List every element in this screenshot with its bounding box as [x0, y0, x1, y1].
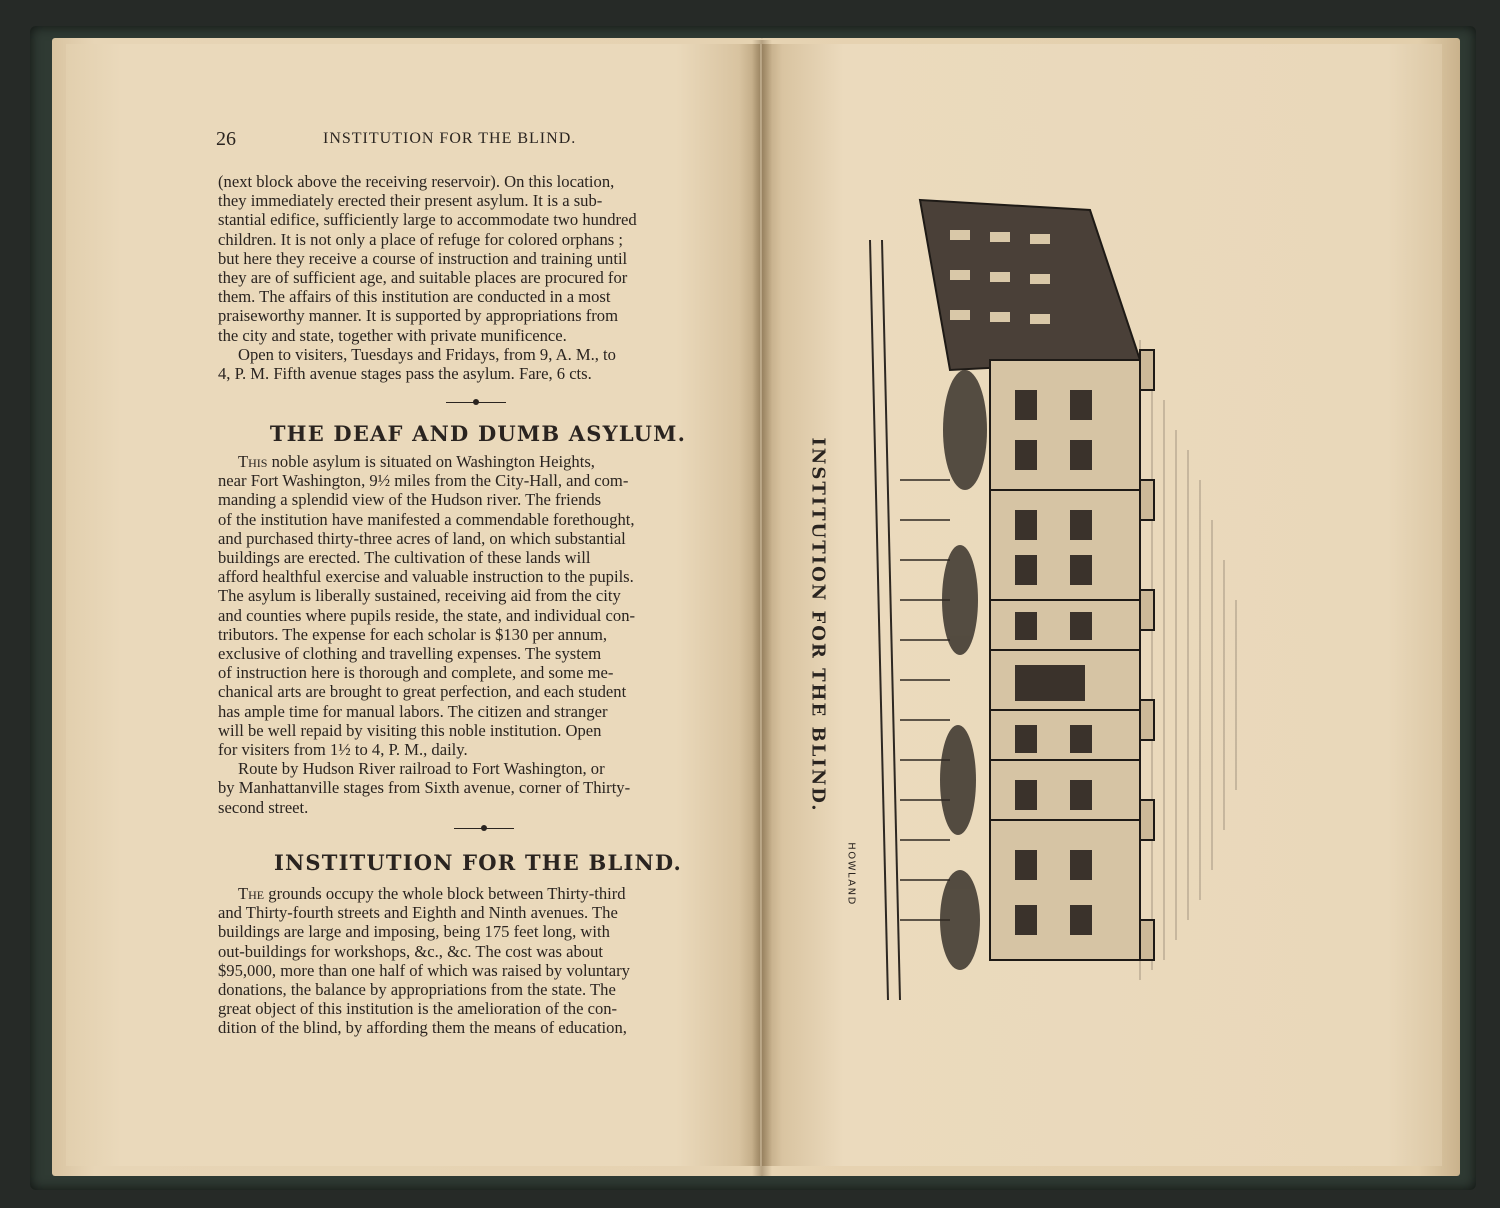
text-line: near Fort Washington, 9½ miles from the City-Hall, and com-: [218, 471, 629, 491]
text-line: buildings are large and imposing, being 175 feet long, with: [218, 922, 610, 942]
text-line: they are of sufficient age, and suitable places are procured for: [218, 268, 628, 288]
text-line: exclusive of clothing and travelling expenses. The system: [218, 644, 602, 664]
section-title-blind: INSTITUTION FOR THE BLIND.: [273, 850, 683, 875]
text-line: great object of this institution is the amelioration of the con-: [218, 999, 618, 1019]
text-line: praiseworthy manner. It is supported by appropriations from: [218, 306, 619, 326]
section-title-deaf-dumb: THE DEAF AND DUMB ASYLUM.: [269, 421, 687, 446]
text-line: tributors. The expense for each scholar is $130 per annum,: [218, 624, 608, 644]
main-facade: [990, 360, 1140, 960]
text-line: buildings are erected. The cultivation of these lands will: [218, 548, 591, 568]
engraver-signature-text: HOWLAND: [845, 842, 857, 906]
text-line: dition of the blind, by affording them the means of education,: [218, 1018, 627, 1038]
text-line: has ample time for manual labors. The citizen and stranger: [218, 701, 608, 721]
building-engraving: [840, 180, 1260, 1010]
text-line: 4, P. M. Fifth avenue stages pass the asylum. Fare, 6 cts.: [218, 364, 592, 384]
deaf-dumb-paragraph: [218, 452, 736, 817]
text-line: but here they receive a course of instruction and training until: [218, 248, 628, 268]
text-line: second street.: [218, 797, 309, 817]
text-line: by Manhattanville stages from Sixth avenue, corner of Thirty-: [218, 778, 631, 798]
text-line: of the institution have manifested a commendable forethought,: [218, 509, 635, 529]
text-line: The asylum is liberally sustained, receiving aid from the city: [218, 586, 621, 606]
sky-hatching: [1140, 340, 1236, 980]
text-line: stantial edifice, sufficiently large to accommodate two hundred: [218, 210, 637, 230]
ground: [870, 240, 900, 1000]
text-line: they immediately erected their present asylum. It is a sub-: [218, 191, 603, 211]
section-divider-ornament: [446, 398, 506, 408]
illustration-caption-text: INSTITUTION FOR THE BLIND.: [807, 437, 829, 813]
intro-paragraph: [218, 172, 736, 383]
text-line: donations, the balance by appropriations from the state. The: [218, 980, 616, 1000]
text-line-rest: noble asylum is situated on Washington Heights,: [267, 452, 595, 471]
text-line: them. The affairs of this institution are conducted in a most: [218, 287, 611, 307]
book-gutter: [752, 40, 772, 1176]
text-line: and Thirty-fourth streets and Eighth and Ninth avenues. The: [218, 903, 618, 923]
text-line: and purchased thirty-three acres of land, on which substantial: [218, 528, 626, 548]
text-line: Open to visiters, Tuesdays and Fridays, from 9, A. M., to: [238, 344, 616, 364]
text-line: and counties where pupils reside, the state, and individual con-: [218, 605, 636, 625]
running-header: [216, 128, 736, 154]
illustration-caption: [807, 437, 829, 813]
text-line: (next block above the receiving reservoir). On this location,: [218, 172, 615, 191]
section-divider-ornament: [454, 824, 514, 834]
text-line: will be well repaid by visiting this noble institution. Open: [218, 720, 602, 740]
side-wing: [920, 200, 1140, 370]
text-line: out-buildings for workshops, &c., &c. The cost was about: [218, 941, 603, 961]
text-line: of instruction here is thorough and complete, and some me-: [218, 663, 614, 683]
lead-word: The: [238, 884, 265, 903]
text-line: chanical arts are brought to great perfection, and each student: [218, 682, 627, 702]
text-line: Route by Hudson River railroad to Fort Washington, or: [238, 759, 605, 779]
page-number: 26: [216, 128, 236, 150]
text-line-rest: grounds occupy the whole block between Thirty-third: [264, 884, 626, 903]
text-line: $95,000, more than one half of which was raised by voluntary: [218, 960, 630, 980]
lead-word: This: [238, 452, 268, 471]
text-line: children. It is not only a place of refuge for colored orphans ;: [218, 229, 624, 249]
text-line: the city and state, together with private munificence.: [218, 325, 567, 345]
text-line: for visiters from 1½ to 4, P. M., daily.: [218, 740, 468, 760]
text-line: manding a splendid view of the Hudson river. The friends: [218, 490, 602, 510]
fence: [900, 480, 950, 920]
text-line: [218, 884, 736, 903]
blind-paragraph: [218, 884, 736, 1038]
text-line: afford healthful exercise and valuable instruction to the pupils.: [218, 567, 634, 587]
text-line: [218, 452, 736, 471]
running-head-title: INSTITUTION FOR THE BLIND.: [323, 130, 577, 147]
engraver-signature: [842, 834, 860, 914]
